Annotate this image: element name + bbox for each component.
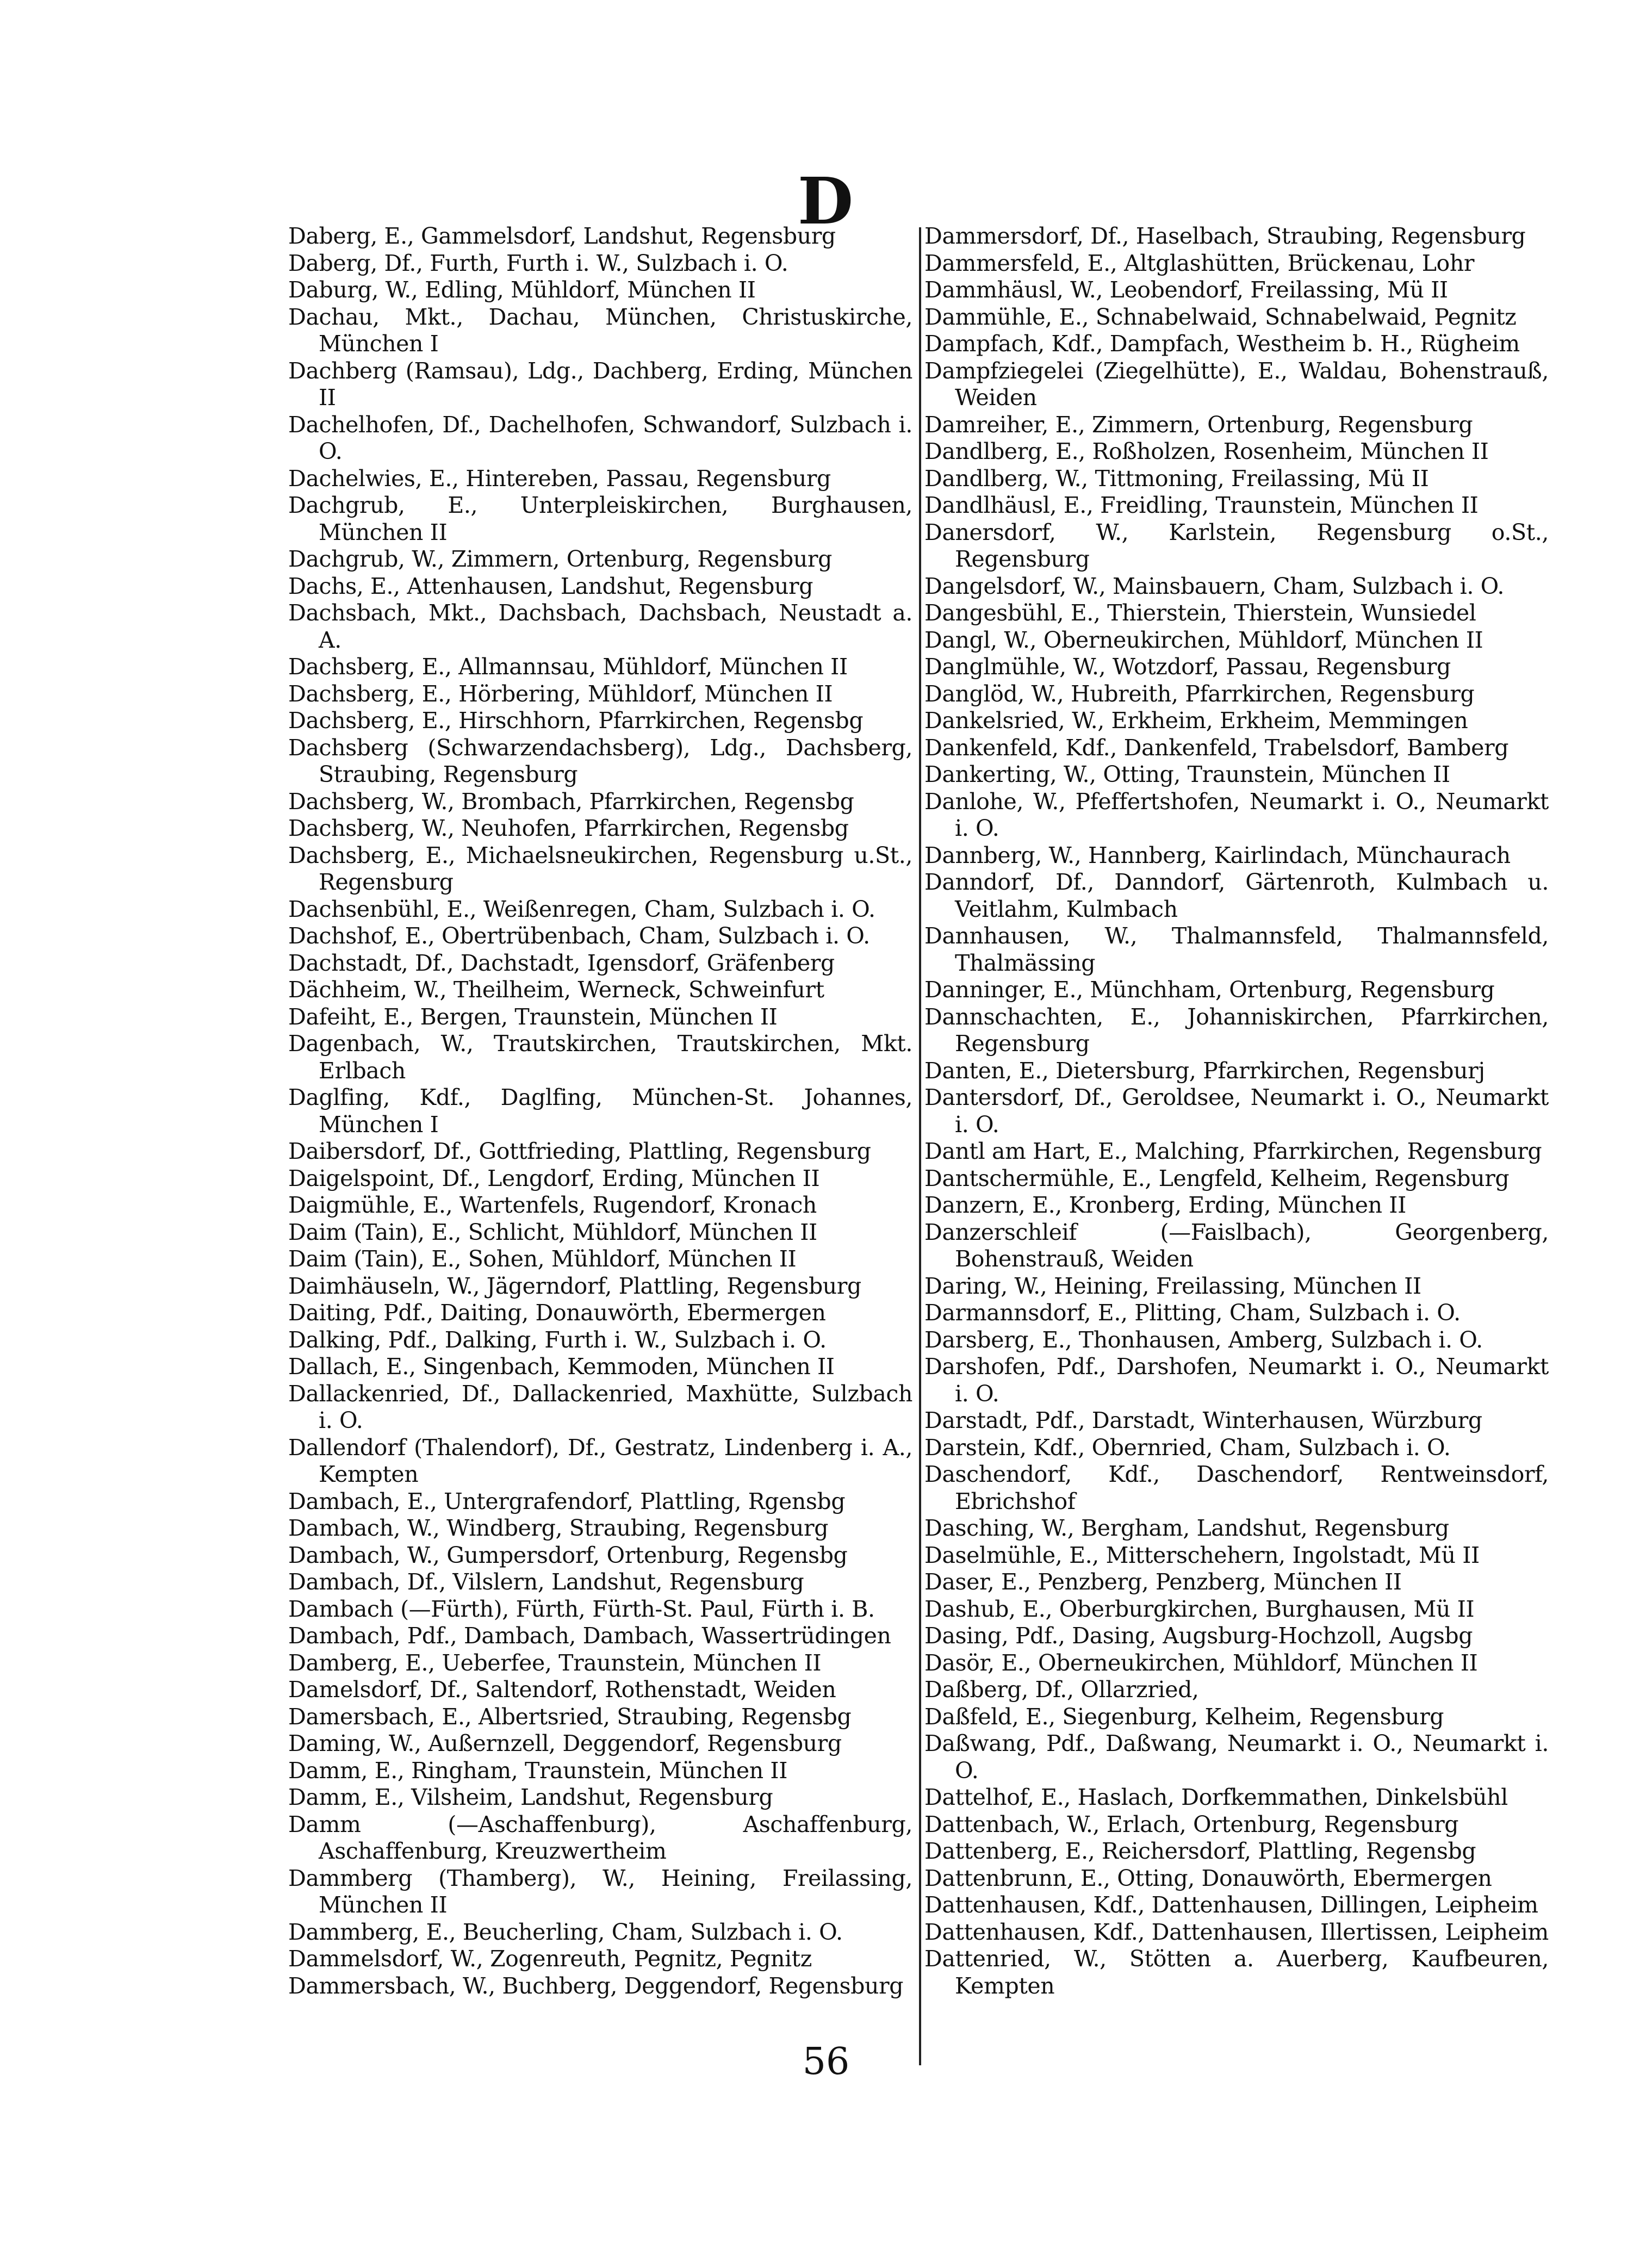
gazetteer-entry: Darmannsdorf, E., Plitting, Cham, Sulzbach i. O. (924, 1300, 1461, 1326)
gazetteer-entry: Damreiher, E., Zimmern, Ortenburg, Regensburg (924, 411, 1473, 438)
gazetteer-entry: Dankelsried, W., Erkheim, Erkheim, Memmingen (924, 707, 1468, 734)
gazetteer-entry: Dammühle, E., Schnabelwaid, Schnabelwaid, Pegnitz (924, 303, 1517, 330)
page-number: 56 (802, 2040, 850, 2083)
gazetteer-entry: Dambach, W., Gumpersdorf, Ortenburg, Regensbg (288, 1542, 848, 1568)
gazetteer-entry: Daigmühle, E., Wartenfels, Rugendorf, Kronach (288, 1192, 817, 1218)
gazetteer-entry: Dachgrub, W., Zimmern, Ortenburg, Regensburg (288, 546, 832, 572)
gazetteer-entry: Dachgrub, E., Unterpleiskirchen, Burghausen, München II (288, 492, 912, 545)
gazetteer-entry: Darstein, Kdf., Obernried, Cham, Sulzbach i. O. (924, 1434, 1451, 1461)
gazetteer-entry: Dasör, E., Oberneukirchen, Mühldorf, München II (924, 1649, 1478, 1676)
gazetteer-entry: Dannhausen, W., Thalmannsfeld, Thalmannsfeld, Thalmässing (924, 923, 1549, 976)
gazetteer-entry: Dattenbrunn, E., Otting, Donauwörth, Ebermergen (924, 1865, 1492, 1891)
gazetteer-entry: Dannberg, W., Hannberg, Kairlindach, Münchaurach (924, 842, 1511, 868)
gazetteer-entry: Dasing, Pdf., Dasing, Augsburg-Hochzoll, Augsbg (924, 1623, 1473, 1649)
gazetteer-entry: Dattenberg, E., Reichersdorf, Plattling, Regensbg (924, 1838, 1476, 1864)
gazetteer-entry: Danersdorf, W., Karlstein, Regensburg o.St., Regensburg (924, 519, 1549, 572)
gazetteer-entry: Dantl am Hart, E., Malching, Pfarrkirchen, Regensburg (924, 1138, 1542, 1164)
gazetteer-entry: Dantersdorf, Df., Geroldsee, Neumarkt i. O., Neumarkt i. O. (924, 1084, 1549, 1138)
gazetteer-entry: Dambach, W., Windberg, Straubing, Regensburg (288, 1515, 829, 1541)
gazetteer-entry: Daberg, E., Gammelsdorf, Landshut, Regensburg (288, 223, 836, 249)
gazetteer-entry: Dambach, E., Untergrafendorf, Plattling, Rgensbg (288, 1488, 846, 1514)
gazetteer-entry: Dammberg (Thamberg), W., Heining, Freilassing, München II (288, 1865, 912, 1918)
gazetteer-entry: Dachelwies, E., Hintereben, Passau, Regensburg (288, 465, 831, 492)
gazetteer-entry: Dachau, Mkt., Dachau, München, Christuskirche, München I (288, 303, 912, 357)
gazetteer-entry: Darstadt, Pdf., Darstadt, Winterhausen, Würzburg (924, 1407, 1482, 1433)
gazetteer-entry: Daselmühle, E., Mitterschehern, Ingolstadt, Mü II (924, 1542, 1480, 1568)
gazetteer-entry: Danninger, E., Münchham, Ortenburg, Regensburg (924, 977, 1495, 1003)
gazetteer-entry: Dankenfeld, Kdf., Dankenfeld, Trabelsdorf, Bamberg (924, 734, 1509, 761)
gazetteer-entry: Dantschermühle, E., Lengfeld, Kelheim, Regensburg (924, 1165, 1510, 1191)
gazetteer-entry: Danzerschleif (—Faislbach), Georgenberg, Bohenstrauß, Weiden (924, 1219, 1549, 1272)
gazetteer-entry: Damm, E., Ringham, Traunstein, München II (288, 1757, 788, 1784)
gazetteer-entry: Dammersbach, W., Buchberg, Deggendorf, Regensburg (288, 1972, 904, 1999)
gazetteer-entry: Damm, E., Vilsheim, Landshut, Regensburg (288, 1784, 773, 1810)
gazetteer-entry: Darsberg, E., Thonhausen, Amberg, Sulzbach i. O. (924, 1326, 1483, 1353)
gazetteer-entry: Daser, E., Penzberg, Penzberg, München II (924, 1569, 1402, 1595)
gazetteer-entry: Daßberg, Df., Ollarzried, (924, 1676, 1199, 1703)
gazetteer-entry: Dachsbach, Mkt., Dachsbach, Dachsbach, Neustadt a. A. (288, 600, 912, 653)
gazetteer-entry: Dächheim, W., Theilheim, Werneck, Schweinfurt (288, 977, 824, 1003)
gazetteer-entry: Dannschachten, E., Johanniskirchen, Pfarrkirchen, Regensburg (924, 1003, 1549, 1057)
gazetteer-entry: Daßfeld, E., Siegenburg, Kelheim, Regensburg (924, 1703, 1444, 1730)
section-letter: D (797, 163, 855, 239)
gazetteer-entry: Daimhäuseln, W., Jägerndorf, Plattling, Regensburg (288, 1272, 861, 1299)
gazetteer-entry: Dattelhof, E., Haslach, Dorfkemmathen, Dinkelsbühl (924, 1784, 1508, 1810)
gazetteer-entry: Dachsenbühl, E., Weißenregen, Cham, Sulzbach i. O. (288, 896, 875, 922)
gazetteer-entry: Dafeiht, E., Bergen, Traunstein, München II (288, 1003, 778, 1030)
gazetteer-entry: Dangelsdorf, W., Mainsbauern, Cham, Sulzbach i. O. (924, 573, 1505, 599)
gazetteer-entry: Dattenbach, W., Erlach, Ortenburg, Regensburg (924, 1811, 1459, 1837)
gazetteer-entry: Dambach, Df., Vilslern, Landshut, Regensburg (288, 1569, 804, 1595)
gazetteer-entry: Dasching, W., Bergham, Landshut, Regensburg (924, 1515, 1449, 1541)
gazetteer-entry: Dambach, Pdf., Dambach, Dambach, Wassertrüdingen (288, 1623, 891, 1649)
gazetteer-entry: Dandlberg, E., Roßholzen, Rosenheim, München II (924, 438, 1489, 464)
gazetteer-entry: Daigelspoint, Df., Lengdorf, Erding, München II (288, 1165, 820, 1191)
gazetteer-entry: Danzern, E., Kronberg, Erding, München II (924, 1192, 1406, 1218)
gazetteer-entry: Dampfach, Kdf., Dampfach, Westheim b. H., Rügheim (924, 331, 1520, 357)
gazetteer-entry: Dashub, E., Oberburgkirchen, Burghausen, Mü II (924, 1595, 1475, 1622)
gazetteer-entry: Damm (—Aschaffenburg), Aschaffenburg, Aschaffenburg, Kreuzwertheim (288, 1811, 912, 1864)
gazetteer-entry: Dalking, Pdf., Dalking, Furth i. W., Sulzbach i. O. (288, 1326, 827, 1353)
gazetteer-entry: Dallach, E., Singenbach, Kemmoden, München II (288, 1353, 835, 1380)
right-column (924, 223, 1549, 2000)
gazetteer-entry: Dagenbach, W., Trautskirchen, Trautskirchen, Mkt. Erlbach (288, 1030, 912, 1084)
gazetteer-entry: Daim (Tain), E., Sohen, Mühldorf, München II (288, 1246, 797, 1272)
gazetteer-entry: Daberg, Df., Furth, Furth i. W., Sulzbach i. O. (288, 250, 788, 276)
gazetteer-entry: Danglmühle, W., Wotzdorf, Passau, Regensburg (924, 654, 1451, 680)
gazetteer-entry: Dandlhäusl, E., Freidling, Traunstein, München II (924, 492, 1479, 518)
gazetteer-entry: Daring, W., Heining, Freilassing, München II (924, 1272, 1421, 1299)
gazetteer-entry: Dattenhausen, Kdf., Dattenhausen, Dillingen, Leipheim (924, 1892, 1538, 1918)
gazetteer-entry: Dattenhausen, Kdf., Dattenhausen, Illertissen, Leipheim (924, 1918, 1549, 1945)
gazetteer-entry: Dattenried, W., Stötten a. Auerberg, Kaufbeuren, Kempten (924, 1946, 1549, 1999)
gazetteer-entry: Dambach (—Fürth), Fürth, Fürth-St. Paul, Fürth i. B. (288, 1595, 875, 1622)
gazetteer-entry: Dampfziegelei (Ziegelhütte), E., Waldau, Bohenstrauß, Weiden (924, 357, 1549, 411)
gazetteer-entry: Dammberg, E., Beucherling, Cham, Sulzbach i. O. (288, 1918, 843, 1945)
gazetteer-entry: Dangesbühl, E., Thierstein, Thierstein, Wunsiedel (924, 600, 1476, 626)
gazetteer-entry: Dammersdorf, Df., Haselbach, Straubing, Regensburg (924, 223, 1526, 249)
gazetteer-entry: Dachsberg, W., Neuhofen, Pfarrkirchen, Regensbg (288, 815, 849, 841)
gazetteer-entry: Daibersdorf, Df., Gottfrieding, Plattling, Regensburg (288, 1138, 871, 1164)
gazetteer-entry: Dachsberg, E., Michaelsneukirchen, Regensburg u.St., Regensburg (288, 842, 912, 895)
gazetteer-entry: Daming, W., Außernzell, Deggendorf, Regensburg (288, 1730, 842, 1756)
gazetteer-entry: Dangl, W., Oberneukirchen, Mühldorf, München II (924, 626, 1483, 653)
gazetteer-entry: Dankerting, W., Otting, Traunstein, München II (924, 761, 1450, 787)
left-column (288, 223, 912, 2000)
gazetteer-entry: Damersbach, E., Albertsried, Straubing, Regensbg (288, 1703, 852, 1730)
gazetteer-entry: Dachsberg, E., Allmannsau, Mühldorf, München II (288, 654, 848, 680)
gazetteer-entry: Daglfing, Kdf., Daglfing, München-St. Johannes, München I (288, 1084, 912, 1138)
gazetteer-entry: Dachsberg, W., Brombach, Pfarrkirchen, Regensbg (288, 788, 854, 815)
column-divider (919, 227, 921, 2065)
gazetteer-entry: Damberg, E., Ueberfee, Traunstein, München II (288, 1649, 822, 1676)
gazetteer-entry: Dallackenried, Df., Dallackenried, Maxhütte, Sulzbach i. O. (288, 1380, 912, 1433)
gazetteer-entry: Dammersfeld, E., Altglashütten, Brückenau, Lohr (924, 250, 1475, 276)
gazetteer-entry: Dachelhofen, Df., Dachelhofen, Schwandorf, Sulzbach i. O. (288, 411, 912, 464)
gazetteer-entry: Danlohe, W., Pfeffertshofen, Neumarkt i. O., Neumarkt i. O. (924, 788, 1549, 841)
gazetteer-entry: Dachsberg (Schwarzendachsberg), Ldg., Dachsberg, Straubing, Regensburg (288, 734, 912, 787)
gazetteer-entry: Dachsberg, E., Hirschhorn, Pfarrkirchen, Regensbg (288, 707, 864, 734)
gazetteer-entry: Dachshof, E., Obertrübenbach, Cham, Sulzbach i. O. (288, 923, 870, 949)
gazetteer-entry: Dammelsdorf, W., Zogenreuth, Pegnitz, Pegnitz (288, 1946, 812, 1972)
gazetteer-entry: Danten, E., Dietersburg, Pfarrkirchen, Regensburj (924, 1057, 1485, 1084)
gazetteer-entry: Danglöd, W., Hubreith, Pfarrkirchen, Regensburg (924, 680, 1475, 707)
gazetteer-entry: Danndorf, Df., Danndorf, Gärtenroth, Kulmbach u. Veitlahm, Kulmbach (924, 869, 1549, 922)
gazetteer-entry: Daßwang, Pdf., Daßwang, Neumarkt i. O., Neumarkt i. O. (924, 1730, 1549, 1784)
gazetteer-entry: Darshofen, Pdf., Darshofen, Neumarkt i. O., Neumarkt i. O. (924, 1353, 1549, 1407)
gazetteer-entry: Dachs, E., Attenhausen, Landshut, Regensburg (288, 573, 813, 599)
gazetteer-entry: Dandlberg, W., Tittmoning, Freilassing, Mü II (924, 465, 1429, 492)
gazetteer-entry: Daim (Tain), E., Schlicht, Mühldorf, München II (288, 1219, 817, 1245)
gazetteer-entry: Daiting, Pdf., Daiting, Donauwörth, Ebermergen (288, 1300, 826, 1326)
gazetteer-entry: Dammhäusl, W., Leobendorf, Freilassing, Mü II (924, 277, 1448, 303)
gazetteer-entry: Damelsdorf, Df., Saltendorf, Rothenstadt, Weiden (288, 1676, 836, 1703)
gazetteer-entry: Dachsberg, E., Hörbering, Mühldorf, München II (288, 680, 833, 707)
gazetteer-entry: Daburg, W., Edling, Mühldorf, München II (288, 277, 756, 303)
gazetteer-entry: Daschendorf, Kdf., Daschendorf, Rentweinsdorf, Ebrichshof (924, 1461, 1549, 1514)
gazetteer-entry: Dachberg (Ramsau), Ldg., Dachberg, Erding, München II (288, 357, 912, 411)
gazetteer-entry: Dachstadt, Df., Dachstadt, Igensdorf, Gräfenberg (288, 949, 835, 976)
gazetteer-entry: Dallendorf (Thalendorf), Df., Gestratz, Lindenberg i. A., Kempten (288, 1434, 912, 1487)
